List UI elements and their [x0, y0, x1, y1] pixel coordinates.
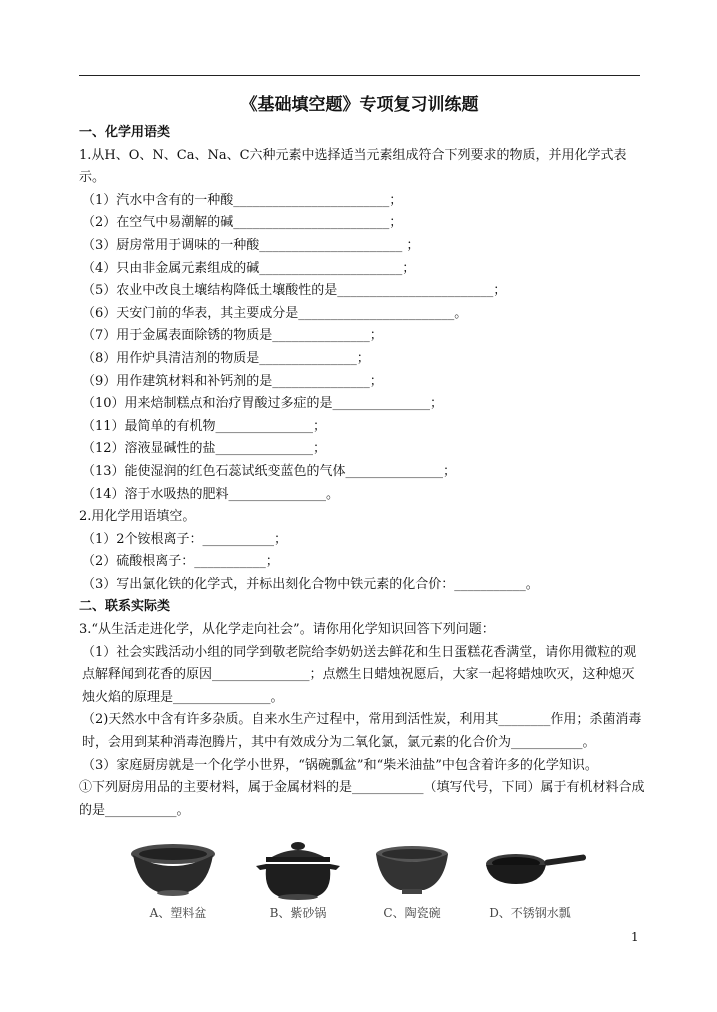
section-heading-1: 一、化学用语类 — [79, 125, 171, 140]
q2-item: （1）2个铵根离子：___________； — [82, 531, 288, 547]
figure-caption-d: D、不锈钢水瓢 — [489, 906, 571, 920]
q2-item: （3）写出氯化铁的化学式，并标出刻化合物中铁元素的化合价：___________。 — [82, 576, 539, 592]
q1-item: （9）用作建筑材料和补钙剂的是_______________； — [82, 373, 383, 389]
q1-item: （12）溶液显碱性的盐_______________； — [82, 441, 327, 457]
q1-item: （6）天安门前的华表，其主要成分是________________________。 — [82, 305, 468, 321]
q1-item: （5）农业中改良土壤结构降低土壤酸性的是________________________； — [82, 283, 507, 299]
page-number: 1 — [631, 930, 639, 944]
q1-item: （11）最简单的有机物_______________； — [82, 418, 327, 434]
q1-item: （7）用于金属表面除锈的物质是_______________； — [82, 328, 383, 344]
q1-item: （14）溶于水吸热的肥料_______________。 — [82, 486, 340, 502]
figure-caption-c: C、陶瓷碗 — [383, 906, 441, 920]
q2-item: （2）硫酸根离子：___________； — [82, 554, 279, 570]
kitchenware-figure — [120, 840, 630, 930]
q3-part-2: （2)天然水中含有许多杂质。自来水生产过程中，常用到活性炭，利用其________作用；杀菌消毒时，会用到某种消毒泡腾片，其中有效成分为二氧化氯，氯元素的化合价为___________。 — [82, 712, 642, 751]
steel-ladle-image — [480, 840, 590, 904]
question-2-intro: 2.用化学用语填空。 — [79, 509, 196, 525]
header-rule — [79, 75, 640, 76]
clay-pot-image — [248, 840, 348, 908]
section-heading-2: 二、联系实际类 — [79, 599, 171, 615]
figure-caption-a: A、塑料盆 — [149, 906, 207, 920]
question-3-intro: 3.“从生活走进化学，从化学走向社会”。请你用化学知识回答下列问题： — [79, 622, 495, 638]
q1-item: （13）能使湿润的红色石蕊试纸变蓝色的气体_______________； — [82, 463, 457, 479]
ceramic-bowl-image — [372, 840, 452, 904]
q3-part-1: （1）社会实践活动小组的同学到敬老院给李奶奶送去鲜花和生日蛋糕花香满堂，请你用微粒的观点解释闻到花香的原因_______________；点燃生日蜡烛祝愿后，大家一起将蜡烛吹灭，这种熄灭烛火焰的原理是_______________。 — [82, 644, 637, 705]
page-title: 《基础填空题》专项复习训练题 — [240, 95, 479, 115]
q1-item: （8）用作炉具清洁剂的物质是_______________； — [82, 350, 370, 366]
document-body — [79, 122, 645, 822]
q3-part-4: ①下列厨房用品的主要材料，属于金属材料的是___________（填写代号，下同）属于有机材料合成的是___________。 — [79, 780, 645, 818]
plastic-basin-image — [128, 840, 218, 904]
q1-item: （3）厨房常用于调味的一种酸______________________ ； — [82, 237, 420, 253]
q3-part-3: （3）家庭厨房就是一个化学小世界，“锅碗瓢盆”和“柴米油盐”中包含着许多的化学知识。 — [82, 757, 598, 773]
q1-item: （4）只由非金属元素组成的碱______________________； — [82, 260, 416, 276]
q1-item: （2）在空气中易潮解的碱________________________； — [82, 215, 403, 231]
q1-item: （1）汽水中含有的一种酸________________________； — [82, 192, 403, 208]
figure-caption-b: B、紫砂锅 — [269, 906, 327, 920]
question-1-intro: 1.从H、O、N、Ca、Na、C六种元素中选择适当元素组成符合下列要求的物质，并用化学式表示。 — [79, 147, 627, 186]
q1-item: （10）用来焙制糕点和治疗胃酸过多症的是_______________； — [82, 396, 444, 412]
